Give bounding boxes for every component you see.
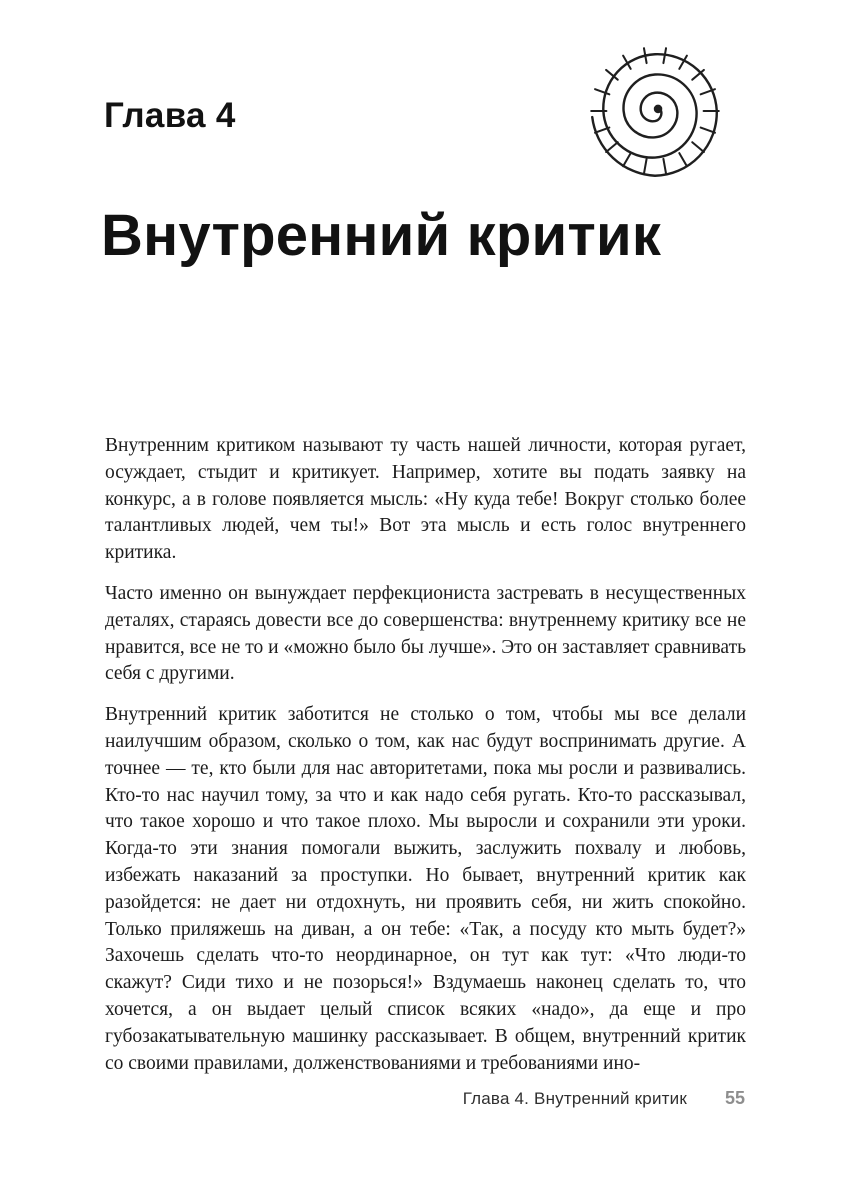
paragraph-1: Внутренним критиком называют ту часть нашей личности, которая ругает, осуждает, стыдит и критикует. Например, хотите вы подать заявку на конкурс, а в голове появляется мысль: «Ну куда тебе! Вокруг столько более талантливых людей, чем ты!» Вот эта мысль и есть голос внутреннего критика. (105, 435, 746, 564)
body-text (105, 433, 746, 1091)
chapter-label: Глава 4 (104, 96, 236, 135)
paragraph-2: Часто именно он вынуждает перфекциониста застревать в несущественных деталях, стараясь довести все до совершенства: внутреннему критику все не нравится, все не то и «можно было бы лучше». Это он заставляет сравнивать себя с другими. (105, 582, 746, 685)
spiral-shell-doodle-icon (574, 38, 736, 190)
page-footer (105, 1088, 745, 1109)
running-title: Глава 4. Внутренний критик (462, 1089, 687, 1108)
page-title: Внутренний критик (101, 203, 662, 268)
paragraph-3: Внутренний критик заботится не столько о том, чтобы мы все делали наилучшим образом, сколько о том, как нас будут воспринимать другие. А точнее — те, кто были для нас авторитетами, пока мы росли и развивались. Кто-то нас научил тому, за что и как надо себя ругать. Кто-то рассказывал, что такое хорошо и что такое плохо. Мы выросли и сохранили эти уроки. Когда-то эти знания помогали выжить, заслужить похвалу и любовь, избежать наказаний за проступки. Но бывает, внутренний критик как разойдется: не дает ни отдохнуть, ни проявить себя, ни жить спокойно. Только приляжешь на диван, а он тебе: «Так, а посуду кто мыть будет?» Захочешь сделать что-то неординарное, он тут как тут: «Что люди-то скажут? Сиди тихо и не позорься!» Вздумаешь наконец сделать то, что хочется, а он выдает целый список всяких «надо», да еще и про губозакатывательную машинку рассказывает. В общем, внутренний критик со своими правилами, долженствованиями и требованиями ино- (105, 704, 746, 1074)
page-number: 55 (724, 1088, 745, 1108)
